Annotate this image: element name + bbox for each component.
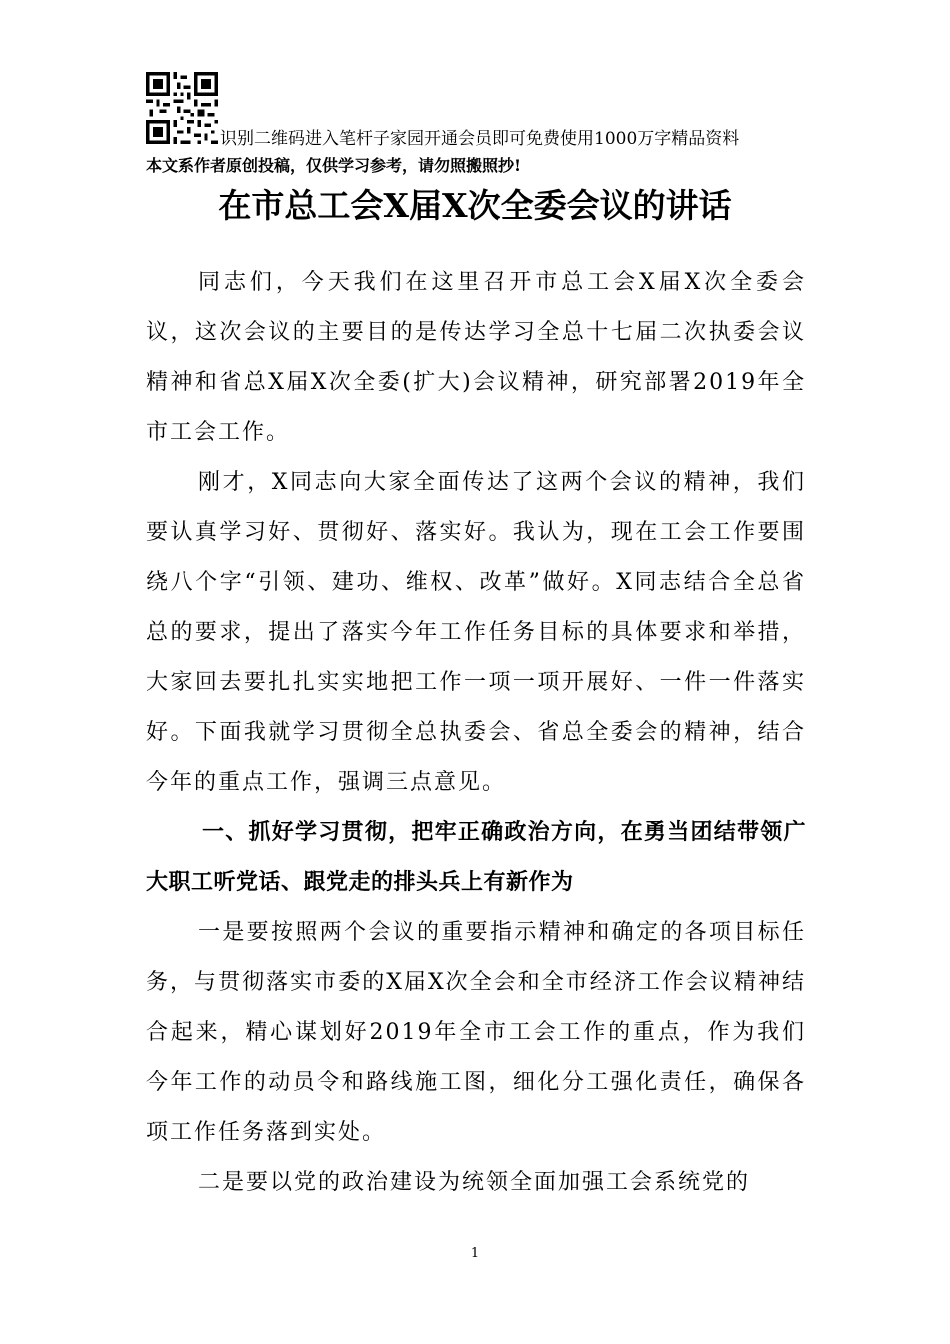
body-paragraph: 二是要以党的政治建设为统领全面加强工会系统党的 [198,1170,751,1195]
copyright-notice: 本文系作者原创投稿，仅供学习参考，请勿照搬照抄! [146,156,522,175]
qr-code-icon [146,72,218,144]
document-body [146,258,806,1208]
document-title: 在市总工会X届X次全委会议的讲话 [218,186,732,225]
page-number: 1 [470,1246,480,1261]
body-paragraph: 同志们，今天我们在这里召开市总工会X届X次全委会议，这次会议的主要目的是传达学习全总十七届二次执委会议精神和省总X届X次全委(扩大)会议精神，研究部署2019年全市工会工作。 [146,270,806,445]
body-paragraph: 一是要按照两个会议的重要指示精神和确定的各项目标任务，与贯彻落实市委的X届X次全会和全市经济工作会议精神结合起来，精心谋划好2019年全市工会工作的重点，作为我们今年工作的动员令和路线施工图，细化分工强化责任，确保各项工作任务落到实处。 [146,920,806,1145]
qr-banner-text: 识别二维码进入笔杆子家园开通会员即可免费使用1000万字精品资料 [220,129,740,149]
section-heading: 一、抓好学习贯彻，把牢正确政治方向，在勇当团结带领广大职工听党话、跟党走的排头兵上有新作为 [146,820,806,895]
body-paragraph: 刚才，X同志向大家全面传达了这两个会议的精神，我们要认真学习好、贯彻好、落实好。我认为，现在工会工作要围绕八个字“引领、建功、维权、改革”做好。X同志结合全总省总的要求，提出了落实今年工作任务目标的具体要求和举措，大家回去要扎扎实实地把工作一项一项开展好、一件一件落实好。下面我就学习贯彻全总执委会、省总全委会的精神，结合今年的重点工作，强调三点意见。 [146,470,806,795]
